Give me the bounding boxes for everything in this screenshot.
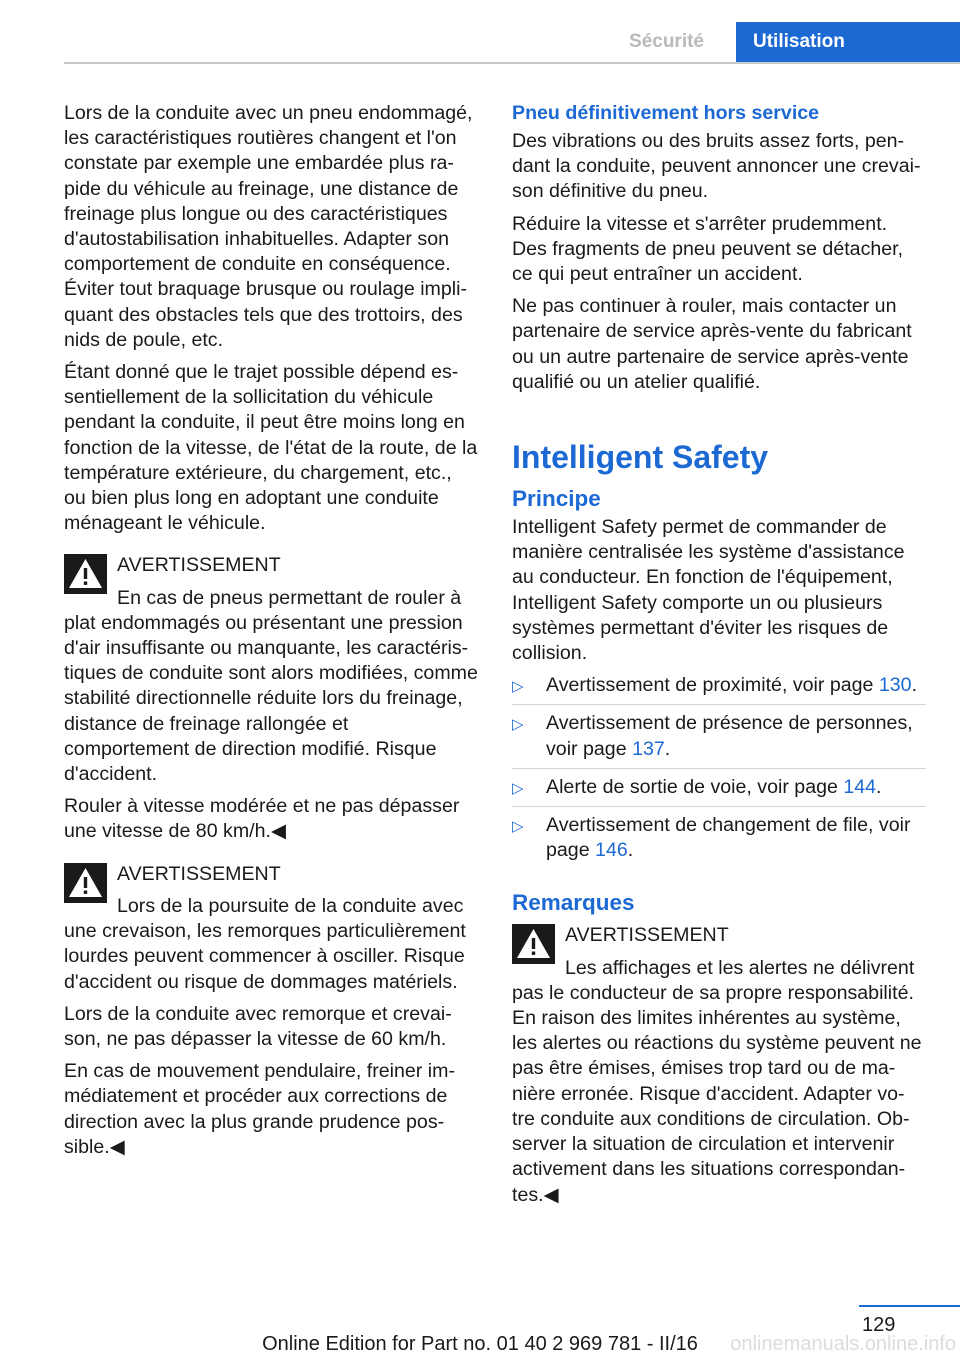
- page-link[interactable]: 146: [595, 839, 628, 862]
- list-item-end: .: [627, 839, 634, 862]
- list-item: [512, 775, 926, 807]
- page-number: 129: [862, 1314, 896, 1336]
- paragraph: Rouler à vitesse modérée et ne pas dépasser une vitesse de 80 km/h.◀: [64, 795, 460, 843]
- list-item-text: Avertissement de présence de personnes, voir page: [546, 712, 913, 760]
- cross-reference-list: [512, 673, 926, 869]
- right-column: [512, 101, 926, 1215]
- list-item: [512, 813, 926, 869]
- paragraph: Des vibrations ou des bruits assez forts, pen‐dant la conduite, peuvent annoncer une crevai‐son définitive du pneu.: [512, 130, 921, 203]
- list-item-text: Avertissement de changement de file, voir page: [546, 814, 911, 862]
- list-item-text: Avertissement de proximité, voir page: [546, 674, 879, 697]
- subsection-heading-remarques: Remarques: [512, 890, 635, 916]
- list-item-end: .: [911, 674, 918, 697]
- watermark: onlinemanuals.online.info: [730, 1333, 956, 1355]
- paragraph: Lors de la conduite avec remorque et crevai‐son, ne pas dépasser la vitesse de 60 km/h.: [64, 1002, 452, 1050]
- list-item-end: .: [664, 737, 671, 760]
- triangle-right-icon: ▷: [512, 818, 524, 836]
- paragraph: En cas de pneus permettant de rouler à plat endommagés ou présentant une pression d'air insuffisante ou manquante, les caractéris‐tiques de conduite sont alors modifiées, comme stabilité directionnelle réduite lors du freinage, distance de freinage rallongée et comportement de direction modifié. Risque d'accident.: [64, 586, 478, 786]
- page-link[interactable]: 144: [843, 775, 877, 798]
- warning-title: AVERTISSEMENT: [117, 862, 281, 885]
- page-number-rule: [859, 1305, 960, 1307]
- section-heading: Intelligent Safety: [512, 439, 769, 476]
- subheading: Pneu définitivement hors service: [512, 102, 820, 124]
- paragraph: Étant donné que le trajet possible dépend es‐sentiellement de la sollicitation du véhicule pendant la conduite, il peut être moins long en fonction de la vitesse, de l'état de la route, de la température extérieure, du chargement, etc., ou bien plus long en adoptant une conduite ménageant le véhicule.: [64, 361, 478, 535]
- paragraph: Ne pas continuer à rouler, mais contacter un partenaire de service après-vente du fabricant ou un autre partenaire de service après-vente qualifié ou un atelier qualifié.: [512, 295, 912, 393]
- paragraph: Intelligent Safety permet de commander de manière centralisée les système d'assistance au conducteur. En fonction de l'équipement, Intelligent Safety comporte un ou plusieurs systèmes permettant d'éviter les risques de collision.: [512, 516, 905, 665]
- triangle-right-icon: ▷: [512, 678, 524, 696]
- list-item: [512, 711, 926, 768]
- paragraph: Lors de la conduite avec un pneu endommagé, les caractéristiques routières changent et l'on constate par exemple une embardée plus ra‐pide du véhicule au freinage, une distance de freinage plus longue ou des caractéristiques d'autostabilisation inhabituelles. Adapter son comportement de conduite en conséquence. Éviter tout braquage brusque ou roulage impli‐quant des obstacles tels que des trottoirs, des nids de poule, etc.: [64, 102, 473, 351]
- page-link[interactable]: 130: [878, 674, 912, 697]
- edition-footer: Online Edition for Part no. 01 40 2 969 781 - II/16: [262, 1333, 698, 1355]
- section-tab-utilisation[interactable]: Utilisation: [736, 22, 960, 62]
- warning-block: [64, 862, 478, 1160]
- paragraph: En cas de mouvement pendulaire, freiner im‐médiatement et procéder aux corrections de direction avec la plus grande prudence pos‐sible.◀: [64, 1060, 455, 1158]
- warning-triangle-icon: [512, 924, 555, 964]
- section-tab-securite[interactable]: Sécurité: [629, 31, 704, 52]
- paragraph: Lors de la poursuite de la conduite avec une crevaison, les remorques particulièrement lourdes peuvent commencer à osciller. Risque d'accident ou risque de dommages matériels.: [64, 894, 466, 993]
- warning-title: AVERTISSEMENT: [117, 554, 281, 577]
- warning-triangle-icon: [64, 863, 107, 903]
- list-item-text: Alerte de sortie de voie, voir page: [546, 775, 844, 798]
- triangle-right-icon: ▷: [512, 716, 524, 734]
- subsection-heading-principe: Principe: [512, 486, 601, 512]
- warning-block: [64, 553, 478, 844]
- paragraph: Les affichages et les alertes ne délivrent pas le conducteur de sa propre responsabilité. En raison des limites inhérentes au système, les alertes ou réactions du système peuvent ne pas être émises, émises trop tard ou de ma‐nière erronée. Risque d'accident. Adapter vo‐tre conduite aux conditions de circulation. Ob‐server la situation de circulation et intervenir activement dans les situations correspondan‐tes.◀: [512, 956, 922, 1206]
- warning-triangle-icon: [64, 554, 107, 594]
- warning-title: AVERTISSEMENT: [565, 924, 729, 947]
- page-link[interactable]: 137: [632, 737, 665, 760]
- triangle-right-icon: ▷: [512, 779, 524, 797]
- warning-block: [512, 923, 926, 1207]
- header-rule: [64, 62, 960, 64]
- left-column: [64, 101, 478, 1167]
- paragraph: Réduire la vitesse et s'arrêter prudemment. Des fragments de pneu peuvent se détacher, ce qui peut entraîner un accident.: [512, 212, 904, 286]
- list-item-end: .: [876, 775, 882, 798]
- list-item: [512, 673, 926, 705]
